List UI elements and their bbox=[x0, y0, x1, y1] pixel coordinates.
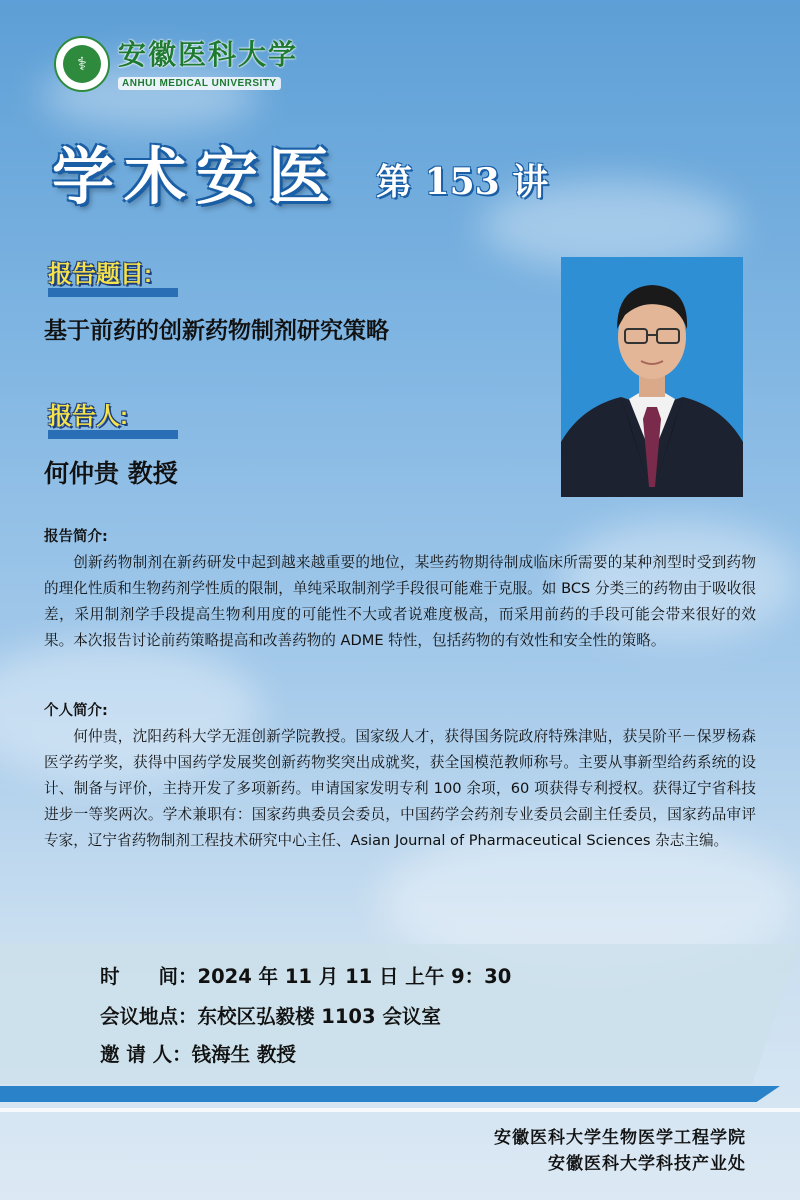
info-stripe-light bbox=[0, 1108, 800, 1112]
topic-label: 报告题目: bbox=[48, 261, 152, 288]
abstract-heading: 报告简介: bbox=[44, 529, 108, 545]
speaker-photo bbox=[561, 257, 743, 497]
speaker-name: 何仲贵 教授 bbox=[44, 459, 178, 488]
bio-heading: 个人简介: bbox=[44, 703, 108, 719]
organizer-1: 安徽医科大学生物医学工程学院 bbox=[494, 1128, 746, 1148]
time-row: 时 间：2024 年 11 月 11 日 上午 9：30 bbox=[100, 965, 512, 988]
abstract-text: 创新药物制剂在新药研发中起到越来越重要的地位，某些药物期待制成临床所需要的某种剂型时受到药物的理化性质和生物药剂学性质的限制，单纯采取制剂学手段很可能难于克服。如 BCS 分类三的药物由于吸收很差，采用制剂学手段提高生物利用度的可能性不大或者说难度极高，而采用前药的手段可能会带来很好的效果。本次报告讨论前药策略提高和改善药物的 ADME 特性，包括药物的有效性和安全性的策略。 bbox=[44, 554, 756, 649]
bio-text: 何仲贵，沈阳药科大学无涯创新学院教授。国家级人才，获得国务院政府特殊津贴，获吴阶平－保罗杨森医学药学奖，获得中国药学发展奖创新药物奖突出成就奖，获全国模范教师称号。主要从事新型给药系统的设计、制备与评价，主持开发了多项新药。申请国家发明专利 100 余项，60 项获得专利授权。获得辽宁省科技进步一等奖两次。学术兼职有：国家药典委员会委员，中国药学会药剂专业委员会副主任委员，国家药品审评专家，辽宁省药物制剂工程技术研究中心主任、Asian Journal of Pharmaceutical Sciences 杂志主编。 bbox=[44, 728, 756, 849]
series-title: 学术安医 bbox=[52, 140, 341, 213]
info-stripe bbox=[0, 1086, 780, 1102]
university-name-en: ANHUI MEDICAL UNIVERSITY bbox=[118, 77, 281, 90]
host-row: 邀 请 人：钱海生 教授 bbox=[100, 1043, 296, 1066]
lecture-number: 第 153 讲 bbox=[376, 161, 549, 203]
abstract-section bbox=[44, 524, 756, 654]
report-topic: 基于前药的创新药物制剂研究策略 bbox=[44, 318, 389, 344]
organizer-2: 安徽医科大学科技产业处 bbox=[548, 1154, 746, 1174]
venue-row: 会议地点：东校区弘毅楼 1103 会议室 bbox=[100, 1005, 441, 1028]
speaker-label: 报告人: bbox=[48, 403, 128, 430]
university-logo bbox=[54, 36, 298, 92]
topic-label-bar bbox=[48, 288, 178, 297]
bio-section bbox=[44, 698, 756, 854]
university-name-cn: 安徽医科大学 bbox=[118, 37, 299, 71]
speaker-label-bar bbox=[48, 430, 178, 439]
university-seal-icon: ⚕ bbox=[54, 36, 110, 92]
